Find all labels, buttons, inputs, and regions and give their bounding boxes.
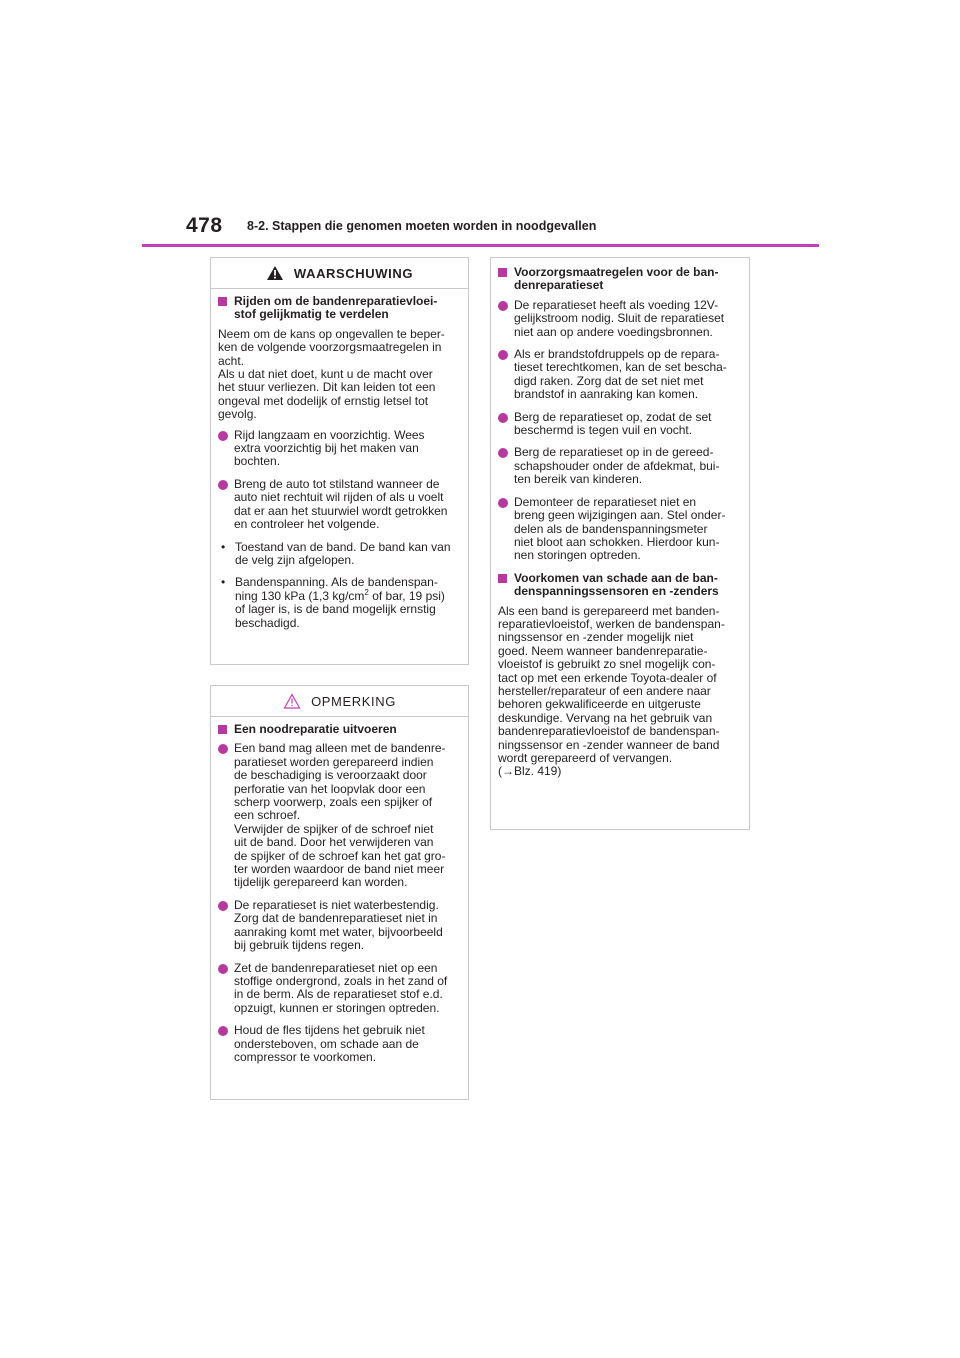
warning-sub-item	[218, 576, 458, 630]
warning-intro: Neem om de kans op ongevallen te beper- ken de volgende voorzorgsmaatregelen in acht. Als u dat niet doet, kunt u de macht over het stuur verliezen. Dit kan leiden tot een ongeval met dodelijk of ernstig letsel tot gevolg.	[218, 326, 445, 422]
round-bullet-icon	[218, 431, 228, 441]
notice-heading-text: Een noodreparatie uitvoeren	[234, 722, 397, 736]
section-title: 8-2. Stappen die genomen moeten worden in noodgevallen	[247, 219, 597, 233]
right-body-text: Als een band is gerepareerd met banden- reparatievloeistof, werken de bandenspan- ningssensor en -zender mogelijk niet goed. Neem wanneer bandenreparatie- vloeistof is gebruikt zo snel mogelijk con- tact op met een erkende Toyota-dealer of hersteller/reparateur of een andere naar behoren gekwalificeerde en uitgeruste deskundige. Vervang na het gebruik van bandenreparatievloeistof de bandenspan- ningssensor en -zender wanneer de band wordt gerepareerd of vervangen. (→Blz. 419)	[498, 603, 725, 779]
round-bullet-icon	[498, 448, 508, 458]
right-bullet-text: Demonteer de reparatieset niet en breng geen wijzigingen aan. Stel onder- delen als de bandenspanningsmeter niet bloot aan schokken. Hierdoor kun- nen storingen optreden.	[514, 494, 726, 563]
warning-heading	[218, 295, 458, 322]
right-info-box	[490, 257, 750, 830]
notice-heading	[218, 723, 458, 736]
warning-title: WAARSCHUWING	[293, 265, 414, 281]
dot-marker: •	[221, 575, 226, 590]
round-bullet-icon	[218, 744, 228, 754]
notice-box	[210, 685, 469, 1100]
notice-bullet	[218, 742, 458, 889]
pressure-text-a: Bandenspanning. Als de bandenspan- ning 130 kPa (1,3 kg/cm	[235, 575, 438, 603]
right-heading-kit-text: Voorzorgsmaatregelen voor de ban- denreparatieset	[514, 265, 719, 293]
warning-sub-item	[218, 541, 458, 568]
square-bullet-icon	[218, 725, 227, 734]
dot-marker: •	[221, 539, 226, 554]
notice-bullet	[218, 899, 458, 953]
right-heading-sensors	[498, 572, 739, 599]
right-bullet	[498, 446, 739, 486]
warning-triangle-icon	[266, 265, 284, 281]
right-bullet	[498, 496, 739, 563]
round-bullet-icon	[218, 901, 228, 911]
right-bullet	[498, 411, 739, 438]
notice-title-bar	[211, 686, 468, 716]
page-number: 478	[186, 214, 223, 237]
right-bullet	[498, 299, 739, 339]
warning-sub-text	[235, 576, 445, 630]
notice-bullet	[218, 962, 458, 1016]
square-bullet-icon	[218, 297, 227, 306]
right-heading-kit	[498, 266, 739, 293]
round-bullet-icon	[498, 350, 508, 360]
round-bullet-icon	[498, 413, 508, 423]
right-bullet-text: Berg de reparatieset op in de gereed- schapshouder onder de afdekmat, bui- ten bereik van kinderen.	[514, 445, 720, 487]
right-bullet-text: De reparatieset heeft als voeding 12V- gelijkstroom nodig. Sluit de reparatieset niet aan op andere voedingsbronnen.	[514, 297, 725, 339]
notice-title: OPMERKING	[311, 693, 396, 709]
right-bullet	[498, 348, 739, 402]
notice-bullet	[218, 1024, 458, 1064]
round-bullet-icon	[498, 498, 508, 508]
header-rule	[142, 244, 819, 247]
notice-bullet-text: Zet de bandenreparatieset niet op een stoffige ondergrond, zoals in het zand of in de berm. Als de reparatieset stof e.d. opzuigt, kunnen er storingen optreden.	[234, 960, 448, 1015]
round-bullet-icon	[218, 1026, 228, 1036]
superscript: 2	[364, 587, 369, 597]
round-bullet-icon	[218, 964, 228, 974]
warning-box	[210, 257, 469, 665]
caution-triangle-icon	[283, 693, 301, 709]
warning-bullet-text: Rijd langzaam en voorzichtig. Wees extra voorzichtig bij het maken van bochten.	[234, 427, 425, 469]
round-bullet-icon	[498, 301, 508, 311]
pressure-text-b: of bar, 19 psi) of lager is, is de band mogelijk ernstig beschadigd.	[235, 588, 445, 630]
round-bullet-icon	[218, 480, 228, 490]
warning-sub-text: Toestand van de band. De band kan van de velg zijn afgelopen.	[235, 539, 451, 567]
warning-bullet	[218, 478, 458, 532]
warning-bullet	[218, 429, 458, 469]
warning-bullet-text: Breng de auto tot stilstand wanneer de auto niet rechtuit wil rijden of als u voelt dat er aan het stuurwiel wordt getrokken en controleer het volgende.	[234, 476, 448, 532]
warning-heading-text: Rijden om de bandenreparatievloei- stof gelijkmatig te verdelen	[234, 294, 438, 322]
square-bullet-icon	[498, 268, 507, 277]
square-bullet-icon	[498, 574, 507, 583]
warning-title-bar	[211, 258, 468, 288]
right-bullet-text: Berg de reparatieset op, zodat de set beschermd is tegen vuil en vocht.	[514, 409, 712, 438]
right-bullet-text: Als er brandstofdruppels op de repara- tieset terechtkomen, kan de set bescha- digd raken. Zorg dat de set niet met brandstof in aanraking kan komen.	[514, 347, 727, 402]
right-heading-sensors-text: Voorkomen van schade aan de ban- denspanningssensoren en -zenders	[514, 570, 719, 599]
notice-bullet-text: Een band mag alleen met de bandenre- paratieset worden gerepareerd indien de beschadiging is veroorzaakt door perforatie van het loopvlak door een scherp voorwerp, zoals een spijker of een schroef. Verwijder de spijker of de schroef niet uit de band. Door het verwijderen van de spijker of de schroef kan het gat gro- ter worden waardoor de band niet meer tijdelijk gerepareerd kan worden.	[234, 741, 446, 890]
notice-bullet-text: Houd de fles tijdens het gebruik niet ondersteboven, om schade aan de compressor te voorkomen.	[234, 1023, 425, 1064]
notice-bullet-text: De reparatieset is niet waterbestendig. Zorg dat de bandenreparatieset niet in aanraking komt met water, bijvoorbeeld bij gebruik tijdens regen.	[234, 897, 443, 953]
